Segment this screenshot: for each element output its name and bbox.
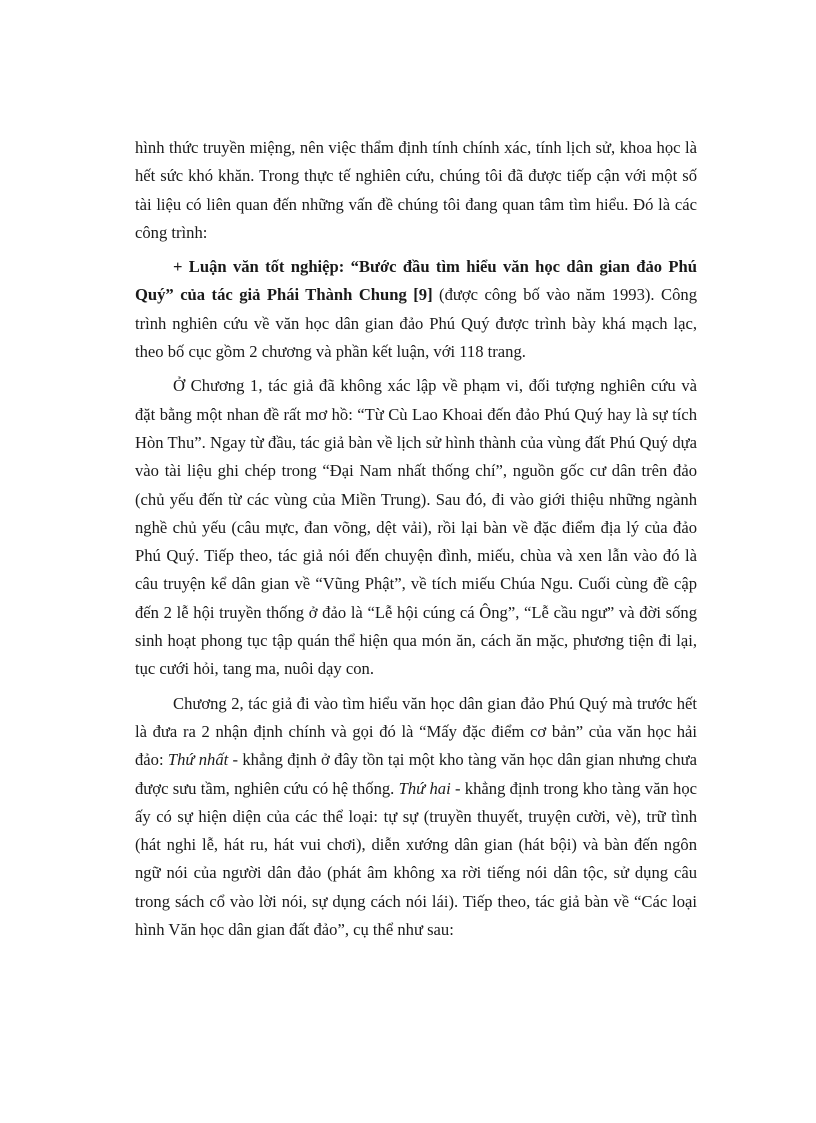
paragraph-intro-text: hình thức truyền miệng, nên việc thẩm định tính chính xác, tính lịch sử, khoa học là hết sức khó khăn. Trong thực tế nghiên cứu, chúng tôi đã được tiếp cận với một số tài liệu có liên quan đến những vấn đề chúng tôi đang quan tâm tìm hiểu. Đó là các công trình: — [135, 138, 697, 242]
chapter-2-text-b: - khẳng định ở đây tồn tại một kho tàng văn học dân gian nhưng chưa được sưu tầm, nghiên cứu có hệ thống. — [135, 750, 697, 798]
thesis-title: + Luận văn tốt nghiệp: “Bước đầu tìm hiểu văn học dân gian đảo Phú Quý” của tác giả Phái Thành Chung [9] — [135, 257, 697, 305]
paragraph-chapter-2 — [135, 690, 697, 945]
chapter-2-first-point: Thứ nhất — [167, 750, 229, 770]
thesis-description: (được công bố vào năm 1993). Công trình nghiên cứu về văn học dân gian đảo Phú Quý được trình bày khá mạch lạc, theo bố cục gồm 2 chương và phần kết luận, với 118 trang. — [135, 285, 697, 362]
document-page — [135, 134, 697, 950]
chapter-1-text: Ở Chương 1, tác giả đã không xác lập về phạm vi, đối tượng nghiên cứu và đặt bằng một nhan đề rất mơ hồ: “Từ Cù Lao Khoai đến đảo Phú Quý hay là sự tích Hòn Thu”. Ngay từ đầu, tác giả bàn về lịch sử hình thành của vùng đất Phú Quý dựa vào tài liệu ghi chép trong “Đại Nam nhất thống chí”, nguồn gốc cư dân trên đảo (chủ yếu đến từ các vùng của Miền Trung). Sau đó, đi vào giới thiệu những ngành nghề chủ yếu (câu mực, đan võng, dệt vải), rồi lại bàn về đặc điểm địa lý của đảo Phú Quý. Tiếp theo, tác giả nói đến chuyện đình, miếu, chùa và xen lẫn vào đó là câu truyện kể dân gian về “Vũng Phật”, về tích miếu Chúa Ngu. Cuối cùng đề cập đến 2 lễ hội truyền thống ở đảo là “Lễ hội cúng cá Ông”, “Lễ cầu ngư” và đời sống sinh hoạt phong tục tập quán thể hiện qua món ăn, cách ăn mặc, phương tiện đi lại, tục cưới hỏi, tang ma, nuôi dạy con. — [135, 376, 697, 679]
chapter-2-second-point: Thứ hai — [398, 778, 451, 798]
paragraph-chapter-1 — [135, 372, 697, 683]
paragraph-thesis — [135, 253, 697, 366]
paragraph-intro — [135, 134, 697, 247]
chapter-2-text-c: - khẳng định trong kho tàng văn học ấy có sự hiện diện của các thể loại: tự sự (truyền thuyết, truyện cười, vè), trữ tình (hát nghi lễ, hát ru, hát vui chơi), diễn xướng dân gian (hát bội) và bàn đến ngôn ngữ nói của người dân đảo (phát âm không xa rời tiếng nói dân tộc, sử dụng câu trong sách cổ vào lời nói, sự dụng cách nói lái). Tiếp theo, tác giả bàn về “Các loại hình Văn học dân gian đất đảo”, cụ thể như sau: — [135, 778, 697, 940]
chapter-2-text-a: Chương 2, tác giả đi vào tìm hiểu văn học dân gian đảo Phú Quý mà trước hết là đưa ra 2 nhận định chính và gọi đó là “Mấy đặc điểm cơ bản” của văn học hải đảo: — [135, 693, 697, 770]
